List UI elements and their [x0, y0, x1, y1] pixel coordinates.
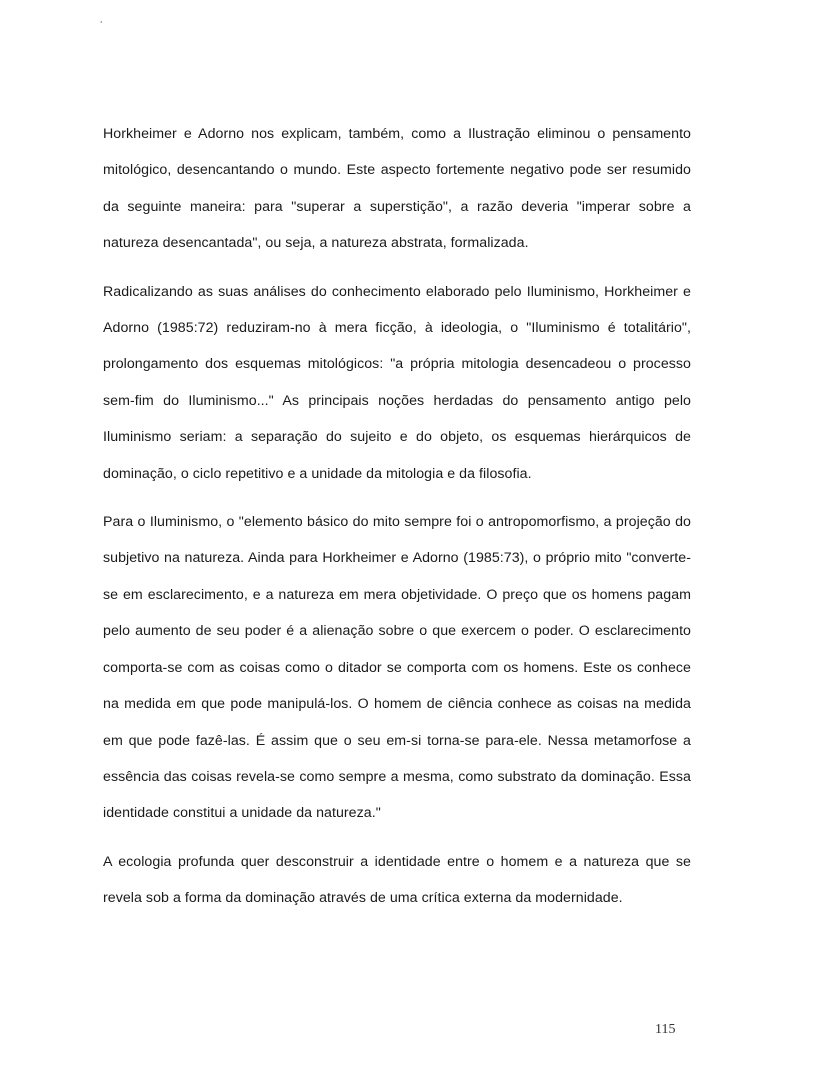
- paragraph-1: Horkheimer e Adorno nos explicam, também, como a Ilustração eliminou o pensamento mitológico, desencantando o mundo. Este aspecto fortemente negativo pode ser resumido da seguinte maneira: para "superar a superstição", a razão deveria "imperar sobre a natureza desencantada", ou seja, a natureza abstrata, formalizada.: [103, 126, 691, 252]
- corner-mark: ¸: [100, 14, 103, 23]
- paragraph-3: Para o Iluminismo, o "elemento básico do mito sempre foi o antropomorfismo, a projeção do subjetivo na natureza. Ainda para Horkheimer e Adorno (1985:73), o próprio mito "converte-se em esclarecimento, e a natureza em mera objetividade. O preço que os homens pagam pelo aumento de seu poder é a alienação sobre o que exercem o poder. O esclarecimento comporta-se com as coisas como o ditador se comporta com os homens. Este os conhece na medida em que pode manipulá-los. O homem de ciência conhece as coisas na medida em que pode fazê-las. É assim que o seu em-si torna-se para-ele. Nessa metamorfose a essência das coisas revela-se como sempre a mesma, como substrato da dominação. Essa identidade constitui a unidade da natureza.": [103, 514, 691, 822]
- page-number: 115: [655, 1022, 676, 1037]
- paragraph-4: A ecologia profunda quer desconstruir a identidade entre o homem e a natureza que se revela sob a forma da dominação através de uma crítica externa da modernidade.: [103, 853, 691, 907]
- body-text: [103, 116, 691, 917]
- paragraph-2: Radicalizando as suas análises do conhecimento elaborado pelo Iluminismo, Horkheimer e Adorno (1985:72) reduziram-no à mera ficção, à ideologia, o "Iluminismo é totalitário", prolongamento dos esquemas mitológicos: "a própria mitologia desencadeou o processo sem-fim do Iluminismo..." As principais noções herdadas do pensamento antigo pelo Iluminismo seriam: a separação do sujeito e do objeto, os esquemas hierárquicos de dominação, o ciclo repetitivo e a unidade da mitologia e da filosofia.: [103, 283, 691, 482]
